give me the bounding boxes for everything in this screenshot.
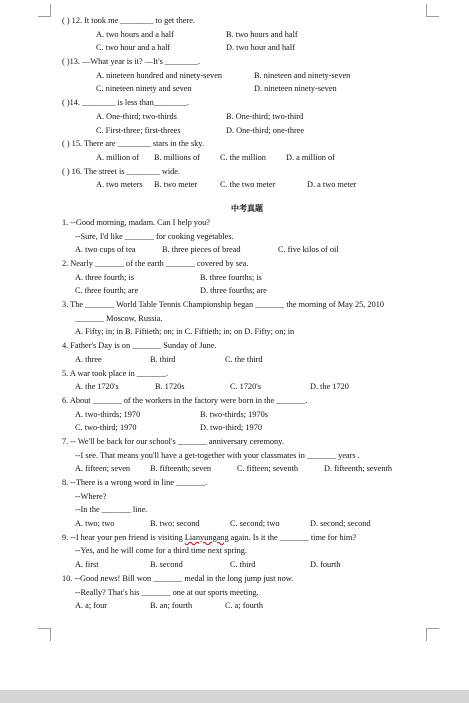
option: C. second; two [230,519,280,529]
question-stem: ( ) 16. The street is ________ wide. [62,166,181,176]
option-row [62,353,432,367]
option: A. fifteen; seven [75,464,131,474]
option: C. three fourth; are [75,286,139,296]
option: A. million of [96,152,140,162]
option: A. a; four [75,601,108,611]
option: C. the third [225,354,263,364]
option: A. two; two [75,519,115,529]
question-text: 9. --I hear your pen friend is visiting [62,532,185,542]
question-stem: 3. The _______ World Table Tennis Championship began _______ the morning of May 25, 2010 [62,300,385,310]
option: C. 1720's [230,382,261,392]
question-stem: ( ) 12. It took me ________ to get there. [62,16,195,25]
question-stem: 10. --Good news! Bill won _______ medal in the long jump just now. [62,573,294,583]
option-row [62,41,432,55]
option: B. two-thirds; 1970s [200,409,268,419]
option-row [62,599,432,613]
question-line: --Really? That's his _______ one at our sports meeting. [75,587,259,597]
option: C. the two meter [220,180,276,190]
option: D. two-third; 1970 [200,423,262,433]
option: A. three [75,354,102,364]
question-stem [62,531,432,545]
corner-mark-top-left [38,4,51,17]
option: C. third [230,560,256,570]
option: B. third [150,354,176,364]
option: D. a million of [286,152,335,162]
question-stem: ( )13. —What year is it? —It's ________. [62,57,201,67]
option-row [62,28,432,42]
question-stem: 8. --There is a wrong word in line _______. [62,478,208,487]
option-row [62,178,432,192]
question-line: --Sure, I'd like _______ for cooking vegetables. [75,231,234,241]
question-line: --I see. That means you'll have a get-together with your classmates in _______ years . [75,450,360,460]
option: B. two hours and half [226,29,298,39]
option-row [62,380,432,394]
option: C. two hour and a half [96,43,171,53]
corner-mark-bottom-right [426,628,439,641]
option-row [62,558,432,572]
option: D. nineteen ninety-seven [254,84,337,94]
question-stem: 5. A war took place in _______. [62,368,168,378]
question-line: --In the _______ line. [75,505,148,515]
option: C. First-three; first-threes [96,125,181,135]
option: D. two hour and half [226,43,295,53]
option-row [62,151,432,165]
option: A. two meters [96,180,143,190]
option: D. second; second [310,519,371,529]
section-title: 中考真题 [231,203,263,213]
option: B. 1720s [155,382,185,392]
option: B. millions of [154,152,200,162]
option: B. three fourths; is [200,272,262,282]
option: D. fifteenth; seventh [324,464,392,474]
option-row [62,243,432,257]
option: B. nineteen and ninety-seven [254,70,351,80]
option-row [62,462,432,476]
option-row [62,284,432,298]
option-row [62,517,432,531]
question-stem: ( )14. ________ is less than________. [62,98,189,108]
option-row [62,82,432,96]
option: B. an; fourth [150,601,193,611]
option: D. One-third; one-three [226,125,305,135]
option: D. three fourths; are [200,286,267,296]
option: A. nineteen hundred and ninety-seven [96,70,223,80]
option: B. three pieces of bread [162,245,241,255]
option: C. five kilos of oil [278,245,339,255]
option: D. fourth [310,560,341,570]
option: A. two-thirds; 1970 [75,409,141,419]
option: A. the 1720's [75,382,119,392]
option-row: A. Fifty; in; in B. Fiftieth; on; in C. Fiftieth; in; on D. Fifty; on; in [75,327,295,337]
option: D. a two meter [307,180,357,190]
window-bottom-bar [0,690,469,703]
corner-mark-bottom-left [38,628,51,641]
option: C. two-third; 1970 [75,423,137,433]
option-row [62,124,432,138]
option: A. One-third; two-thirds [96,111,177,121]
option: A. two cups of tea [75,245,136,255]
option: C. a; fourth [225,601,264,611]
option-row [62,421,432,435]
option: A. first [75,560,99,570]
option-row [62,271,432,285]
option: D. the 1720 [310,382,349,392]
question-text: again. Is it the _______ time for him? [228,532,357,542]
question-line: _______ Moscow, Russia. [75,313,163,323]
spellcheck-word: Lianyungang [184,532,229,542]
option-row [62,408,432,422]
option: B. fifteenth; seven [150,464,212,474]
document-body [62,14,432,613]
option: C. the million [220,152,266,162]
question-line: --Where? [75,491,107,501]
option: B. second [150,560,183,570]
question-stem: ( ) 15. There are ________ stars in the sky. [62,139,204,149]
question-stem: 2. Nearly _______ of the earth _______ covered by sea. [62,259,249,268]
question-stem: 7. -- We'll be back for our school's _______ anniversary ceremony. [62,436,284,446]
option-row [62,69,432,83]
option: B. two meter [154,180,198,190]
option: A. two hours and a half [96,29,174,39]
question-stem: 1. --Good morning, madam. Can I help you? [62,217,210,227]
option: C. fifteen; seventh [237,464,299,474]
option: A. three fourth; is [75,272,134,282]
question-stem: 4. Father's Day is on _______ Sunday of June. [62,341,217,351]
option-row [62,110,432,124]
option: B. One-third; two-third [226,111,304,121]
question-line: --Yes, and he will come for a third time next spring. [75,546,247,556]
question-stem: 6. About _______ of the workers in the factory were born in the _______. [62,395,308,405]
option: B. two; second [150,519,200,529]
option: C. nineteen ninety and seven [96,84,192,94]
